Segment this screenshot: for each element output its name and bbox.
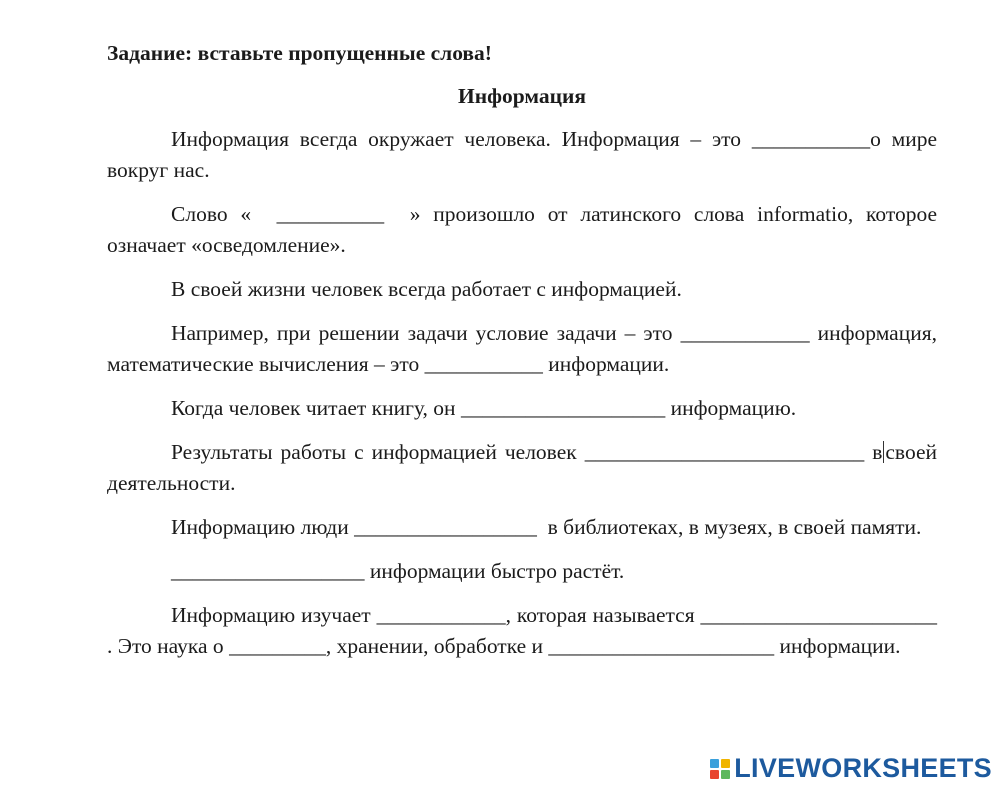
logo-square	[721, 759, 730, 768]
paragraph-8	[107, 556, 937, 587]
text: Результаты работы с информацией человек	[171, 440, 577, 464]
answer-blank-8[interactable]: __________________	[171, 559, 365, 583]
logo-text: LIVEWORKSHEETS	[734, 753, 992, 783]
paragraph-1	[107, 124, 937, 186]
text: о мире вокруг нас.	[107, 127, 938, 182]
text: информации.	[548, 352, 670, 376]
text: в библиотеках, в музеях, в своей памяти.	[547, 515, 922, 539]
text: Слово «	[171, 202, 252, 226]
text: своей деятельности.	[107, 440, 937, 495]
text: . Это наука о	[107, 634, 224, 658]
paragraph-4	[107, 318, 937, 380]
text: Информацию люди	[171, 515, 349, 539]
worksheet-page	[107, 38, 937, 675]
paragraph-9	[107, 600, 937, 662]
text: В своей жизни человек всегда работает с информацией.	[171, 277, 682, 301]
logo-square	[710, 770, 719, 779]
text: , которая называется	[505, 603, 695, 627]
text: Например, при решении задачи условие задачи – это	[171, 321, 673, 345]
answer-blank-5[interactable]: ___________________	[460, 396, 666, 420]
text: информацию.	[670, 396, 797, 420]
text: информация, математические вычисления – это	[107, 321, 938, 376]
answer-blank-1[interactable]: ___________	[751, 127, 871, 151]
answer-blank-9[interactable]: ____________	[376, 603, 506, 627]
liveworksheets-logo[interactable]	[710, 753, 992, 784]
task-heading: Задание: вставьте пропущенные слова!	[107, 41, 492, 65]
text: Информация всегда окружает человека. Информация – это	[171, 127, 742, 151]
text: » произошло от латинского слова informatio, которое означает «осведомление».	[107, 202, 938, 257]
logo-square	[721, 770, 730, 779]
document-title: Информация	[457, 84, 587, 108]
paragraph-3	[107, 274, 937, 305]
text: , хранении, обработке и	[325, 634, 544, 658]
text: информации.	[779, 634, 901, 658]
answer-blank-2[interactable]: __________	[276, 202, 385, 226]
text: информации быстро растёт.	[369, 559, 625, 583]
paragraph-2	[107, 199, 937, 261]
answer-blank-12[interactable]: _____________________	[548, 634, 775, 658]
answer-blank-6[interactable]: __________________________	[584, 440, 865, 464]
logo-squares-icon	[710, 759, 730, 779]
paragraph-5	[107, 393, 937, 424]
text: Информацию изучает	[171, 603, 371, 627]
paragraph-6	[107, 437, 937, 499]
text: в	[872, 440, 883, 464]
answer-blank-11[interactable]: _________	[229, 634, 326, 658]
answer-blank-4[interactable]: ___________	[424, 352, 543, 376]
text: Когда человек читает книгу, он	[171, 396, 456, 420]
paragraph-7	[107, 512, 937, 543]
answer-blank-7[interactable]: _________________	[354, 515, 537, 539]
answer-blank-10[interactable]: ______________________	[700, 603, 938, 627]
answer-blank-3[interactable]: ____________	[680, 321, 810, 345]
logo-square	[710, 759, 719, 768]
